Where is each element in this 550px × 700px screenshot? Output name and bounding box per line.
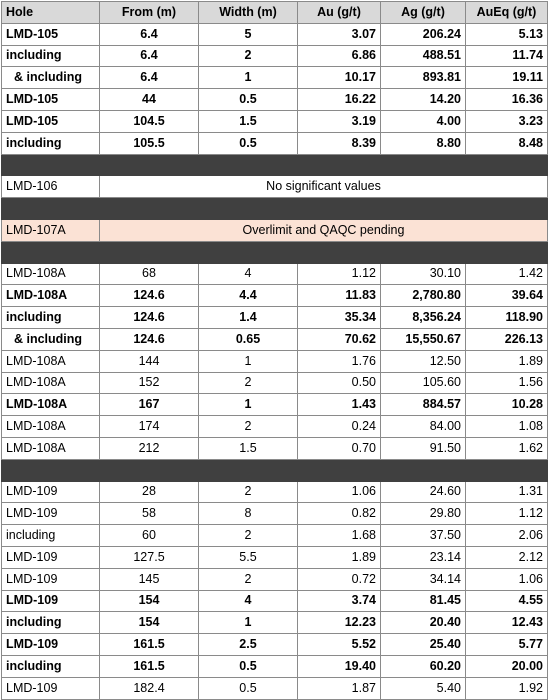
table-row (2, 481, 548, 503)
hole-cell: LMD-108A (2, 263, 100, 285)
au-cell: 35.34 (298, 307, 381, 329)
hole-cell: LMD-109 (2, 677, 100, 699)
from-cell: 152 (100, 372, 199, 394)
column-header-from: From (m) (100, 2, 199, 24)
au-cell: 3.19 (298, 110, 381, 132)
au-cell: 1.76 (298, 350, 381, 372)
from-cell: 161.5 (100, 634, 199, 656)
from-cell: 167 (100, 394, 199, 416)
hole-cell: LMD-109 (2, 634, 100, 656)
width-cell: 1.4 (199, 307, 298, 329)
from-cell: 60 (100, 525, 199, 547)
width-cell: 0.5 (199, 655, 298, 677)
separator-cell (2, 459, 100, 481)
width-cell: 5.5 (199, 546, 298, 568)
aueq-cell: 1.89 (466, 350, 548, 372)
table-row (2, 503, 548, 525)
hole-cell: including (2, 307, 100, 329)
width-cell: 8 (199, 503, 298, 525)
hole-cell: including (2, 655, 100, 677)
from-cell: 127.5 (100, 546, 199, 568)
aueq-cell: 39.64 (466, 285, 548, 307)
separator-cell (199, 198, 298, 220)
ag-cell: 5.40 (381, 677, 466, 699)
hole-cell: LMD-106 (2, 176, 100, 198)
au-cell: 3.74 (298, 590, 381, 612)
table-row (2, 568, 548, 590)
hole-cell: LMD-107A (2, 219, 100, 241)
separator-cell (466, 198, 548, 220)
width-cell: 1.5 (199, 437, 298, 459)
ag-cell: 29.80 (381, 503, 466, 525)
table-row (2, 89, 548, 111)
separator-cell (381, 241, 466, 263)
table-row (2, 67, 548, 89)
width-cell: 4 (199, 263, 298, 285)
aueq-cell: 5.13 (466, 23, 548, 45)
table-row (2, 655, 548, 677)
from-cell: 6.4 (100, 45, 199, 67)
table-row (2, 394, 548, 416)
from-cell: 124.6 (100, 285, 199, 307)
ag-cell: 8.80 (381, 132, 466, 154)
hole-cell: LMD-108A (2, 437, 100, 459)
hole-cell: including (2, 45, 100, 67)
table-row (2, 307, 548, 329)
from-cell: 144 (100, 350, 199, 372)
hole-cell: LMD-109 (2, 590, 100, 612)
from-cell: 161.5 (100, 655, 199, 677)
au-cell: 1.12 (298, 263, 381, 285)
ag-cell: 20.40 (381, 612, 466, 634)
separator-cell (298, 154, 381, 176)
aueq-cell: 1.56 (466, 372, 548, 394)
separator-cell (466, 241, 548, 263)
from-cell: 44 (100, 89, 199, 111)
ag-cell: 4.00 (381, 110, 466, 132)
aueq-cell: 226.13 (466, 328, 548, 350)
width-cell: 0.5 (199, 132, 298, 154)
separator-cell (381, 198, 466, 220)
width-cell: 1 (199, 350, 298, 372)
aueq-cell: 1.92 (466, 677, 548, 699)
aueq-cell: 3.23 (466, 110, 548, 132)
separator-cell (298, 459, 381, 481)
separator-cell (381, 154, 466, 176)
au-cell: 0.72 (298, 568, 381, 590)
au-cell: 19.40 (298, 655, 381, 677)
separator-cell (199, 154, 298, 176)
width-cell: 1 (199, 612, 298, 634)
hole-cell: LMD-109 (2, 503, 100, 525)
hole-cell: LMD-109 (2, 546, 100, 568)
ag-cell: 37.50 (381, 525, 466, 547)
au-cell: 16.22 (298, 89, 381, 111)
au-cell: 3.07 (298, 23, 381, 45)
ag-cell: 23.14 (381, 546, 466, 568)
table-row (2, 416, 548, 438)
separator-row (2, 198, 548, 220)
separator-row (2, 241, 548, 263)
ag-cell: 884.57 (381, 394, 466, 416)
separator-cell (298, 241, 381, 263)
column-header-aueq: AuEq (g/t) (466, 2, 548, 24)
from-cell: 174 (100, 416, 199, 438)
aueq-cell: 1.62 (466, 437, 548, 459)
width-cell: 1 (199, 67, 298, 89)
aueq-cell: 2.12 (466, 546, 548, 568)
ag-cell: 206.24 (381, 23, 466, 45)
width-cell: 1 (199, 394, 298, 416)
from-cell: 154 (100, 612, 199, 634)
au-cell: 1.68 (298, 525, 381, 547)
separator-cell (381, 459, 466, 481)
hole-cell: LMD-108A (2, 372, 100, 394)
table-row (2, 110, 548, 132)
au-cell: 6.86 (298, 45, 381, 67)
ag-cell: 15,550.67 (381, 328, 466, 350)
hole-cell: LMD-105 (2, 23, 100, 45)
ag-cell: 105.60 (381, 372, 466, 394)
header-row (2, 2, 548, 24)
width-cell: 2 (199, 372, 298, 394)
au-cell: 10.17 (298, 67, 381, 89)
aueq-cell: 4.55 (466, 590, 548, 612)
note-row (2, 176, 548, 198)
table-row (2, 525, 548, 547)
ag-cell: 84.00 (381, 416, 466, 438)
table-row (2, 590, 548, 612)
ag-cell: 91.50 (381, 437, 466, 459)
ag-cell: 893.81 (381, 67, 466, 89)
au-cell: 1.06 (298, 481, 381, 503)
separator-cell (199, 241, 298, 263)
separator-cell (100, 198, 199, 220)
separator-cell (466, 154, 548, 176)
aueq-cell: 8.48 (466, 132, 548, 154)
hole-cell: including (2, 612, 100, 634)
aueq-cell: 1.42 (466, 263, 548, 285)
from-cell: 28 (100, 481, 199, 503)
width-cell: 2 (199, 481, 298, 503)
separator-row (2, 154, 548, 176)
width-cell: 0.65 (199, 328, 298, 350)
separator-row (2, 459, 548, 481)
au-cell: 1.89 (298, 546, 381, 568)
aueq-cell: 1.06 (466, 568, 548, 590)
from-cell: 105.5 (100, 132, 199, 154)
separator-cell (466, 459, 548, 481)
ag-cell: 14.20 (381, 89, 466, 111)
note-message: Overlimit and QAQC pending (100, 219, 548, 241)
table-row (2, 132, 548, 154)
au-cell: 0.70 (298, 437, 381, 459)
width-cell: 2 (199, 525, 298, 547)
hole-cell: LMD-108A (2, 285, 100, 307)
table-header (2, 2, 548, 24)
aueq-cell: 1.12 (466, 503, 548, 525)
note-message: No significant values (100, 176, 548, 198)
column-header-ag: Ag (g/t) (381, 2, 466, 24)
width-cell: 5 (199, 23, 298, 45)
ag-cell: 12.50 (381, 350, 466, 372)
separator-cell (100, 241, 199, 263)
drill-results-table (1, 1, 548, 700)
au-cell: 0.24 (298, 416, 381, 438)
table-row (2, 285, 548, 307)
aueq-cell: 19.11 (466, 67, 548, 89)
width-cell: 2 (199, 45, 298, 67)
from-cell: 145 (100, 568, 199, 590)
au-cell: 70.62 (298, 328, 381, 350)
hole-cell: & including (2, 67, 100, 89)
hole-cell: LMD-108A (2, 416, 100, 438)
aueq-cell: 16.36 (466, 89, 548, 111)
table-row (2, 328, 548, 350)
column-header-au: Au (g/t) (298, 2, 381, 24)
separator-cell (2, 198, 100, 220)
from-cell: 58 (100, 503, 199, 525)
separator-cell (2, 154, 100, 176)
ag-cell: 25.40 (381, 634, 466, 656)
separator-cell (100, 459, 199, 481)
hole-cell: LMD-108A (2, 394, 100, 416)
hole-cell: LMD-108A (2, 350, 100, 372)
table-row (2, 263, 548, 285)
au-cell: 8.39 (298, 132, 381, 154)
width-cell: 2 (199, 568, 298, 590)
au-cell: 12.23 (298, 612, 381, 634)
width-cell: 4 (199, 590, 298, 612)
ag-cell: 30.10 (381, 263, 466, 285)
ag-cell: 81.45 (381, 590, 466, 612)
hole-cell: including (2, 132, 100, 154)
ag-cell: 24.60 (381, 481, 466, 503)
from-cell: 182.4 (100, 677, 199, 699)
aueq-cell: 1.08 (466, 416, 548, 438)
separator-cell (199, 459, 298, 481)
table-row (2, 437, 548, 459)
ag-cell: 488.51 (381, 45, 466, 67)
table-body (2, 23, 548, 699)
hole-cell: LMD-105 (2, 89, 100, 111)
ag-cell: 60.20 (381, 655, 466, 677)
aueq-cell: 5.77 (466, 634, 548, 656)
au-cell: 1.87 (298, 677, 381, 699)
from-cell: 68 (100, 263, 199, 285)
aueq-cell: 12.43 (466, 612, 548, 634)
hole-cell: including (2, 525, 100, 547)
from-cell: 6.4 (100, 23, 199, 45)
au-cell: 5.52 (298, 634, 381, 656)
from-cell: 212 (100, 437, 199, 459)
aueq-cell: 118.90 (466, 307, 548, 329)
hole-cell: & including (2, 328, 100, 350)
width-cell: 0.5 (199, 89, 298, 111)
hole-cell: LMD-109 (2, 481, 100, 503)
au-cell: 1.43 (298, 394, 381, 416)
table-row (2, 350, 548, 372)
table-row (2, 45, 548, 67)
note-row (2, 219, 548, 241)
table-row (2, 23, 548, 45)
au-cell: 11.83 (298, 285, 381, 307)
aueq-cell: 11.74 (466, 45, 548, 67)
separator-cell (298, 198, 381, 220)
from-cell: 104.5 (100, 110, 199, 132)
aueq-cell: 2.06 (466, 525, 548, 547)
table-row (2, 677, 548, 699)
aueq-cell: 1.31 (466, 481, 548, 503)
width-cell: 4.4 (199, 285, 298, 307)
table-row (2, 634, 548, 656)
width-cell: 0.5 (199, 677, 298, 699)
from-cell: 6.4 (100, 67, 199, 89)
au-cell: 0.50 (298, 372, 381, 394)
width-cell: 2.5 (199, 634, 298, 656)
from-cell: 124.6 (100, 307, 199, 329)
au-cell: 0.82 (298, 503, 381, 525)
aueq-cell: 20.00 (466, 655, 548, 677)
aueq-cell: 10.28 (466, 394, 548, 416)
from-cell: 154 (100, 590, 199, 612)
ag-cell: 8,356.24 (381, 307, 466, 329)
column-header-hole: Hole (2, 2, 100, 24)
ag-cell: 2,780.80 (381, 285, 466, 307)
table-row (2, 546, 548, 568)
table-row (2, 372, 548, 394)
hole-cell: LMD-109 (2, 568, 100, 590)
width-cell: 1.5 (199, 110, 298, 132)
separator-cell (2, 241, 100, 263)
column-header-width: Width (m) (199, 2, 298, 24)
hole-cell: LMD-105 (2, 110, 100, 132)
from-cell: 124.6 (100, 328, 199, 350)
width-cell: 2 (199, 416, 298, 438)
table-row (2, 612, 548, 634)
separator-cell (100, 154, 199, 176)
ag-cell: 34.14 (381, 568, 466, 590)
